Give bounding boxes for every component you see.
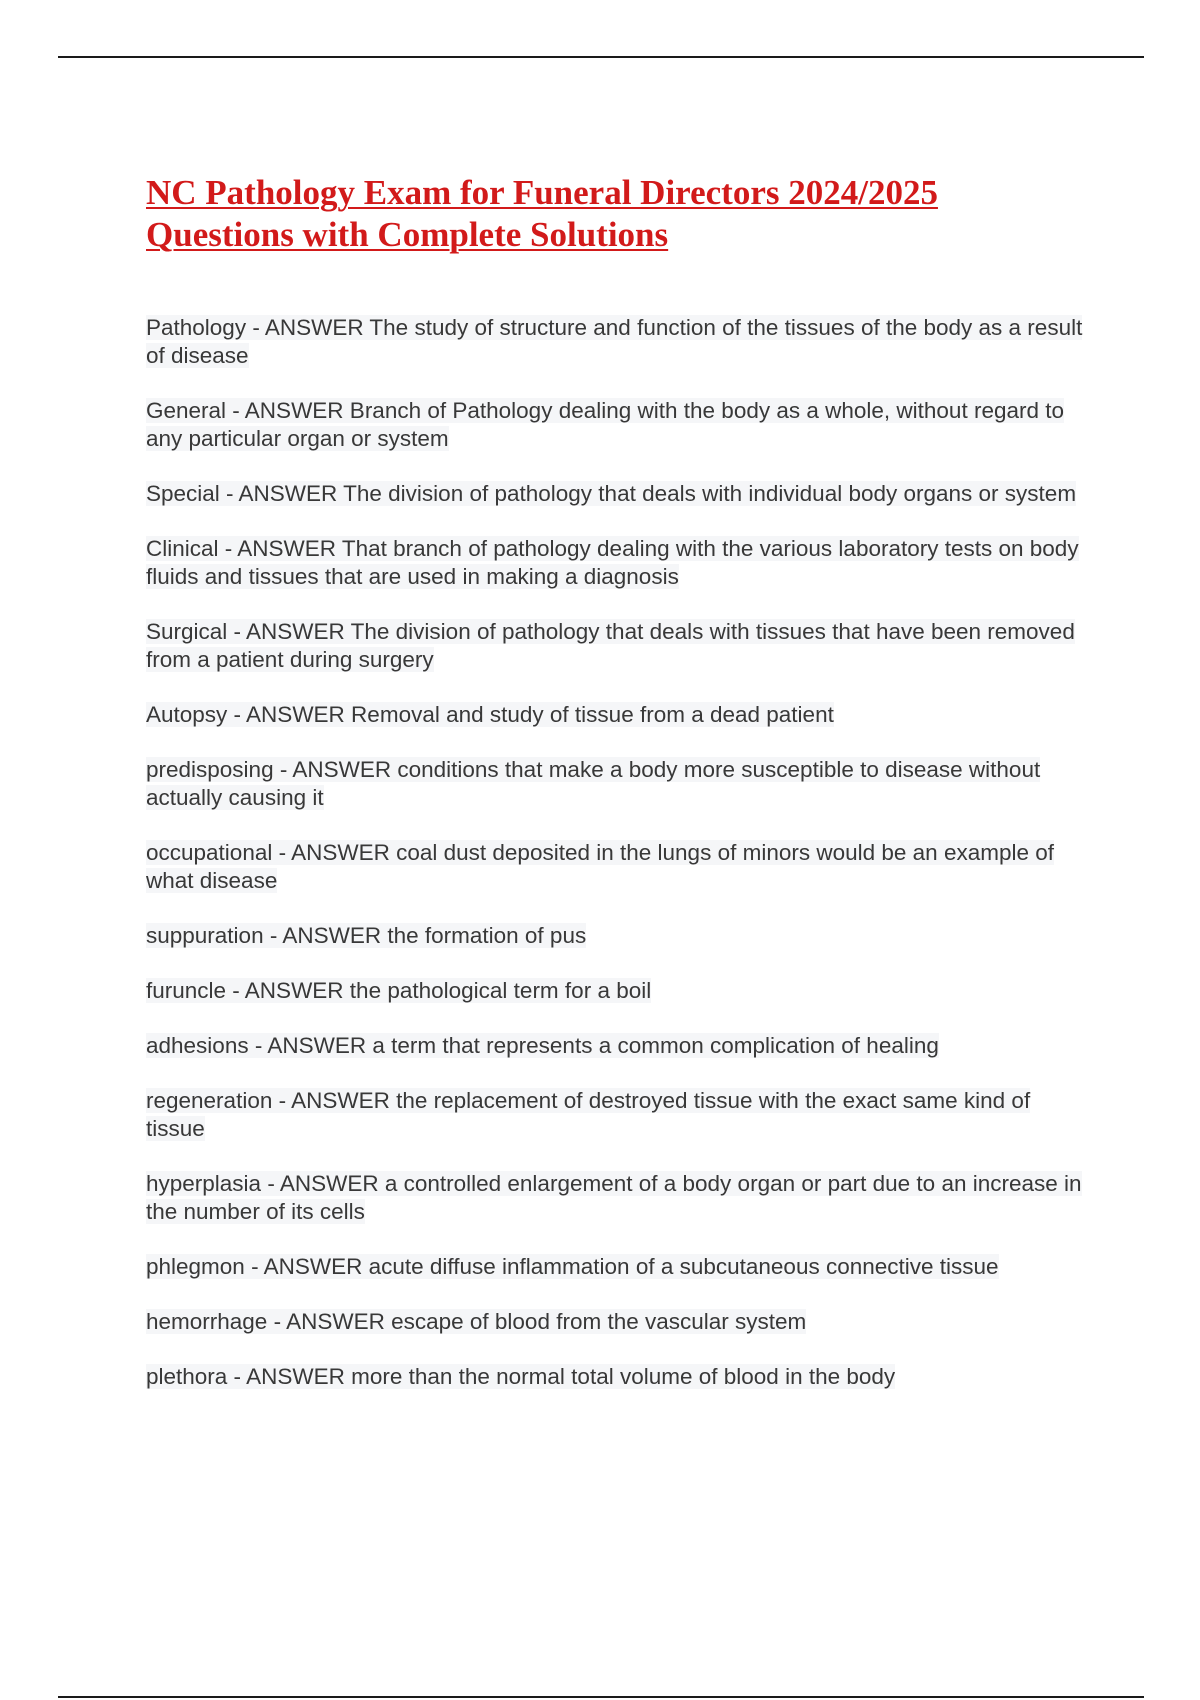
qa-text: regeneration - ANSWER the replacement of destroyed tissue with the exact same kind of tissue xyxy=(146,1088,1031,1141)
qa-text: furuncle - ANSWER the pathological term for a boil xyxy=(146,978,652,1003)
qa-text: hyperplasia - ANSWER a controlled enlargement of a body organ or part due to an increase in the number of its cells xyxy=(146,1171,1082,1224)
qa-item xyxy=(146,1170,1092,1226)
qa-item xyxy=(146,618,1092,674)
qa-text: predisposing - ANSWER conditions that make a body more susceptible to disease without actually causing it xyxy=(146,757,1041,810)
qa-text: Special - ANSWER The division of pathology that deals with individual body organs or system xyxy=(146,481,1077,506)
qa-text: phlegmon - ANSWER acute diffuse inflammation of a subcutaneous connective tissue xyxy=(146,1254,999,1279)
qa-item xyxy=(146,1032,1092,1060)
qa-list xyxy=(146,314,1092,1418)
qa-item xyxy=(146,1363,1092,1391)
qa-item xyxy=(146,756,1092,812)
qa-item xyxy=(146,1253,1092,1281)
qa-item xyxy=(146,701,1092,729)
qa-text: Autopsy - ANSWER Removal and study of tissue from a dead patient xyxy=(146,702,834,727)
document-title: NC Pathology Exam for Funeral Directors 2024/2025 Questions with Complete Solutions xyxy=(146,173,938,254)
qa-text: Clinical - ANSWER That branch of pathology dealing with the various laboratory tests on body fluids and tissues that are used in making a diagnosis xyxy=(146,536,1079,589)
footer-divider xyxy=(58,1696,1144,1698)
qa-item xyxy=(146,977,1092,1005)
qa-item xyxy=(146,922,1092,950)
qa-text: Pathology - ANSWER The study of structure and function of the tissues of the body as a result of disease xyxy=(146,315,1083,368)
header-divider xyxy=(58,56,1144,58)
qa-item xyxy=(146,839,1092,895)
qa-item xyxy=(146,1087,1092,1143)
qa-text: occupational - ANSWER coal dust deposited in the lungs of minors would be an example of what disease xyxy=(146,840,1055,893)
qa-item xyxy=(146,480,1092,508)
qa-item xyxy=(146,535,1092,591)
qa-text: Surgical - ANSWER The division of pathology that deals with tissues that have been removed from a patient during surgery xyxy=(146,619,1075,672)
qa-text: adhesions - ANSWER a term that represents a common complication of healing xyxy=(146,1033,939,1058)
qa-text: General - ANSWER Branch of Pathology dealing with the body as a whole, without regard to any particular organ or system xyxy=(146,398,1065,451)
qa-item xyxy=(146,397,1092,453)
qa-item xyxy=(146,314,1092,370)
qa-text: plethora - ANSWER more than the normal total volume of blood in the body xyxy=(146,1364,896,1389)
qa-text: hemorrhage - ANSWER escape of blood from the vascular system xyxy=(146,1309,807,1334)
qa-item xyxy=(146,1308,1092,1336)
qa-text: suppuration - ANSWER the formation of pus xyxy=(146,923,587,948)
